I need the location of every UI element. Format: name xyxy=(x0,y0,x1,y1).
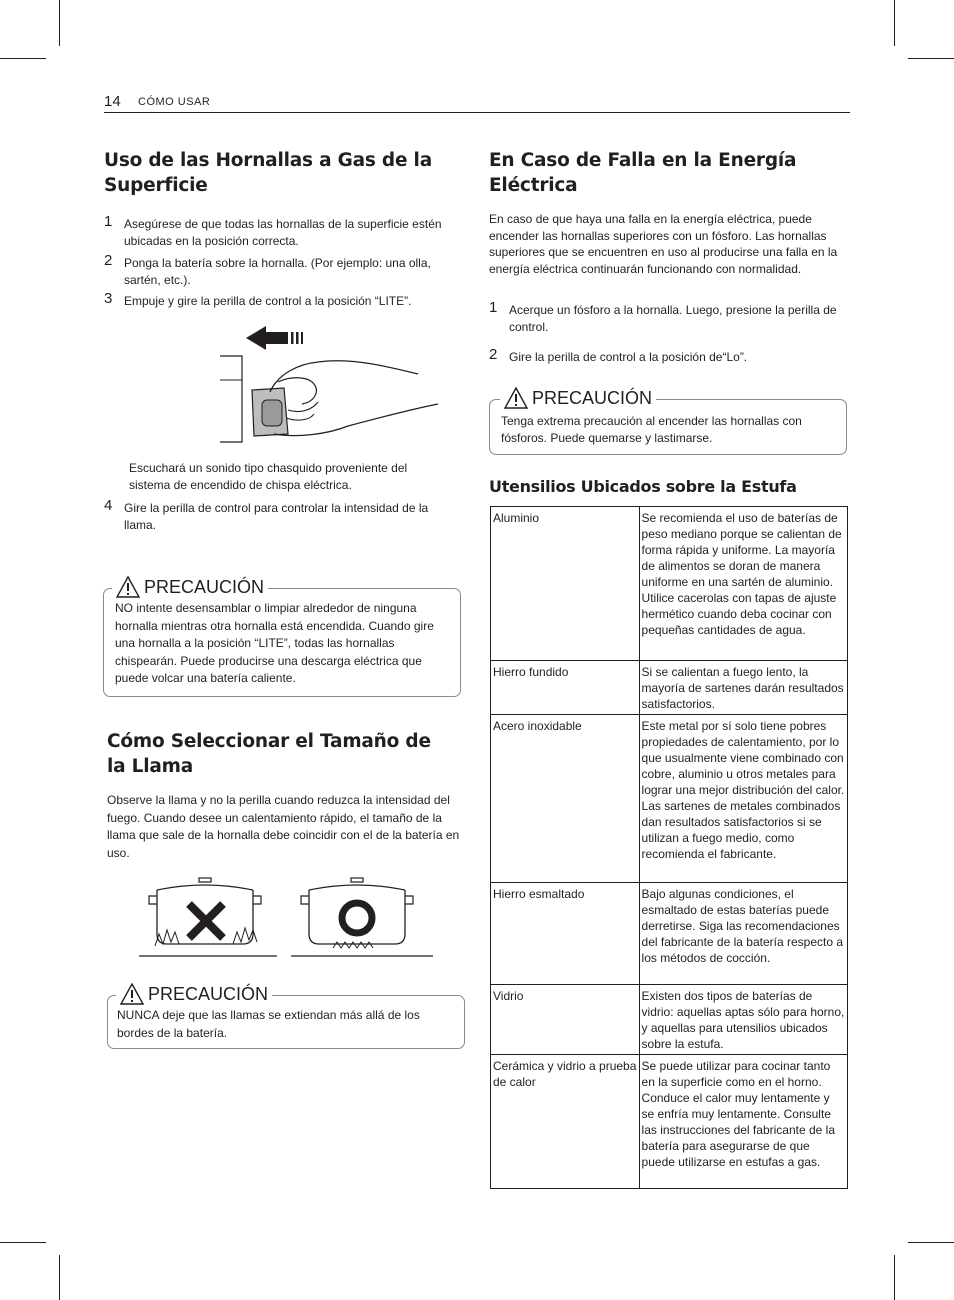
caution-bold: NO xyxy=(115,601,133,615)
warning-triangle-icon xyxy=(116,576,140,598)
caution-box-2 xyxy=(107,984,465,1049)
pot-wrong xyxy=(139,878,277,956)
material-cell: Cerámica y vidrio a prueba de calor xyxy=(491,1055,640,1189)
caution-title xyxy=(116,983,272,1005)
step-text: Ponga la batería sobre la hornalla. (Por ejemplo: una olla, sartén, etc.). xyxy=(124,256,431,287)
caution-text xyxy=(115,600,457,688)
flame-paragraph: Observe la llama y no la perilla cuando reduzca la intensidad del fuego. Cuando desee un calentamiento rápido, el tamaño de la llama que sale de la hornalla debe coincidir con el de la batería en uso. xyxy=(107,793,460,860)
material-cell: Hierro fundido xyxy=(491,661,640,715)
caution-title xyxy=(112,576,268,598)
caution-box-3 xyxy=(489,388,847,455)
section-title: CÓMO USAR xyxy=(138,96,211,108)
description-cell: Este metal por sí solo tiene pobres propiedades de calentamiento, por lo que usualmente viene combinado con cobre, aluminio u otros metales para lograr una mejor distribución del calor. Las sartenes de metales combinados dan resultados satisfactorios si se utilizan a fuego medio, como recomienda el fabricante. xyxy=(639,715,847,883)
crop-mark xyxy=(908,1242,954,1243)
lo-label: Lo xyxy=(726,350,740,364)
material-cell: Aluminio xyxy=(491,507,640,661)
header-rule xyxy=(104,112,850,113)
step-1 xyxy=(104,213,456,249)
description-cell: Se puede utilizar para cocinar tanto en la superficie como en el horno. Conduce el calor muy lentamente y se enfría muy lentamente. Consulte las instrucciones del fabricante de la batería para asegurarse de que puede utilizarse en estufas a gas. xyxy=(639,1055,847,1189)
heading-utensils: Utensilios Ubicados sobre la Estufa xyxy=(489,477,797,496)
step-3 xyxy=(104,290,456,310)
warning-triangle-icon xyxy=(120,983,144,1005)
power-step-2 xyxy=(489,346,865,366)
table-row xyxy=(491,985,848,1055)
step-text: Acerque un fósforo a la hornalla. Luego, presione la perilla de control. xyxy=(509,303,837,334)
step-text: Asegúrese de que todas las hornallas de la superficie estén ubicadas en la posición correcta. xyxy=(124,217,442,248)
warning-triangle-icon xyxy=(504,387,528,409)
crop-mark xyxy=(59,1255,60,1300)
crop-mark xyxy=(0,58,46,59)
material-cell: Hierro esmaltado xyxy=(491,883,640,985)
table-row xyxy=(491,883,848,985)
utensils-table xyxy=(490,506,848,1189)
power-paragraph: En caso de que haya una falla en la energía eléctrica, puede encender las hornallas superiores con un fósforo. Las hornallas superiores que se encuentren en uso al producirse una falla en la energía eléctrica continuarán funcionando con normalidad. xyxy=(489,212,838,276)
step-number: 1 xyxy=(104,213,113,230)
lite-label: LITE xyxy=(378,294,405,308)
flame-size-illustration xyxy=(137,876,437,958)
caution-text-part: deje que las llamas se extiendan más allá de los bordes de la batería. xyxy=(117,1008,420,1040)
caution-box-1 xyxy=(103,577,461,697)
knob-push-illustration xyxy=(218,322,440,447)
step-number: 4 xyxy=(104,497,113,514)
step-2 xyxy=(104,252,456,288)
heading-flame-size: Cómo Seleccionar el Tamaño de la Llama xyxy=(107,731,431,777)
click-note: Escuchará un sonido tipo chasquido proveniente del sistema de encendido de chispa eléctrica. xyxy=(129,461,408,492)
crop-mark xyxy=(908,58,954,59)
caution-title-text: PRECAUCIÓN xyxy=(144,577,265,597)
step-number: 1 xyxy=(489,299,498,316)
heading-gas-burners: Uso de las Hornallas a Gas de la Superficie xyxy=(104,150,432,196)
description-cell: Se recomienda el uso de baterías de peso mediano porque se calientan de forma rápida y uniforme. La mayoría de alimentos se doran de manera uniforme en una sartén de aluminio. Utilice cacerolas con tapas de ajuste hermético cuando deba cocinar con pequeñas cantidades de agua. xyxy=(639,507,847,661)
crop-mark xyxy=(894,1255,895,1300)
pot-correct xyxy=(291,878,433,956)
table-row xyxy=(491,715,848,883)
step-4 xyxy=(104,497,460,533)
step-text: Gire la perilla de control a la posición de“ xyxy=(509,350,727,364)
caution-text-part: ”, todas las hornallas chispearán. Puede producirse una descarga eléctrica que puede volcar una batería caliente. xyxy=(115,636,422,685)
material-cell: Vidrio xyxy=(491,985,640,1055)
caution-text xyxy=(117,1007,457,1042)
heading-power-failure: En Caso de Falla en la Energía Eléctrica xyxy=(489,150,797,196)
caution-text-part: intente desensamblar o limpiar alrededor de ninguna hornalla mientras otra hornalla está encendida. Cuando gire una hornalla a la posición “ xyxy=(115,601,434,650)
crop-mark xyxy=(0,1242,46,1243)
step-number: 2 xyxy=(104,252,113,269)
material-cell: Acero inoxidable xyxy=(491,715,640,883)
description-cell: Si se calientan a fuego lento, la mayoría de sartenes darán resultados satisfactorios. xyxy=(639,661,847,715)
power-step-1 xyxy=(489,299,865,335)
caution-text: Tenga extrema precaución al encender las hornallas con fósforos. Puede quemarse y lastimarse. xyxy=(501,414,802,445)
table-row xyxy=(491,661,848,715)
page-number: 14 xyxy=(104,93,121,110)
left-column xyxy=(104,148,460,310)
caution-bold: NUNCA xyxy=(117,1008,160,1022)
caution-title xyxy=(500,387,656,409)
description-cell: Existen dos tipos de baterías de vidrio: aquellas aptas sólo para horno, y aquellas para utensilios ubicados sobre la estufa. xyxy=(639,985,847,1055)
table-row xyxy=(491,1055,848,1189)
lite-label: LITE xyxy=(258,636,284,650)
caution-title-text: PRECAUCIÓN xyxy=(148,984,269,1004)
step-number: 2 xyxy=(489,346,498,363)
caution-title-text: PRECAUCIÓN xyxy=(532,388,653,408)
step-text-end: ”. xyxy=(739,350,748,364)
step-text-end: ”. xyxy=(404,294,412,308)
crop-mark xyxy=(894,0,895,46)
table-row xyxy=(491,507,848,661)
step-text: Gire la perilla de control para controlar la intensidad de la llama. xyxy=(124,501,429,532)
step-text: Empuje y gire la perilla de control a la posición “ xyxy=(124,294,379,308)
step-number: 3 xyxy=(104,290,113,307)
crop-mark xyxy=(59,0,60,46)
description-cell: Bajo algunas condiciones, el esmaltado de estas baterías puede derretirse. Siga las recomendaciones del fabricante de la batería respecto a los métodos de cocción. xyxy=(639,883,847,985)
